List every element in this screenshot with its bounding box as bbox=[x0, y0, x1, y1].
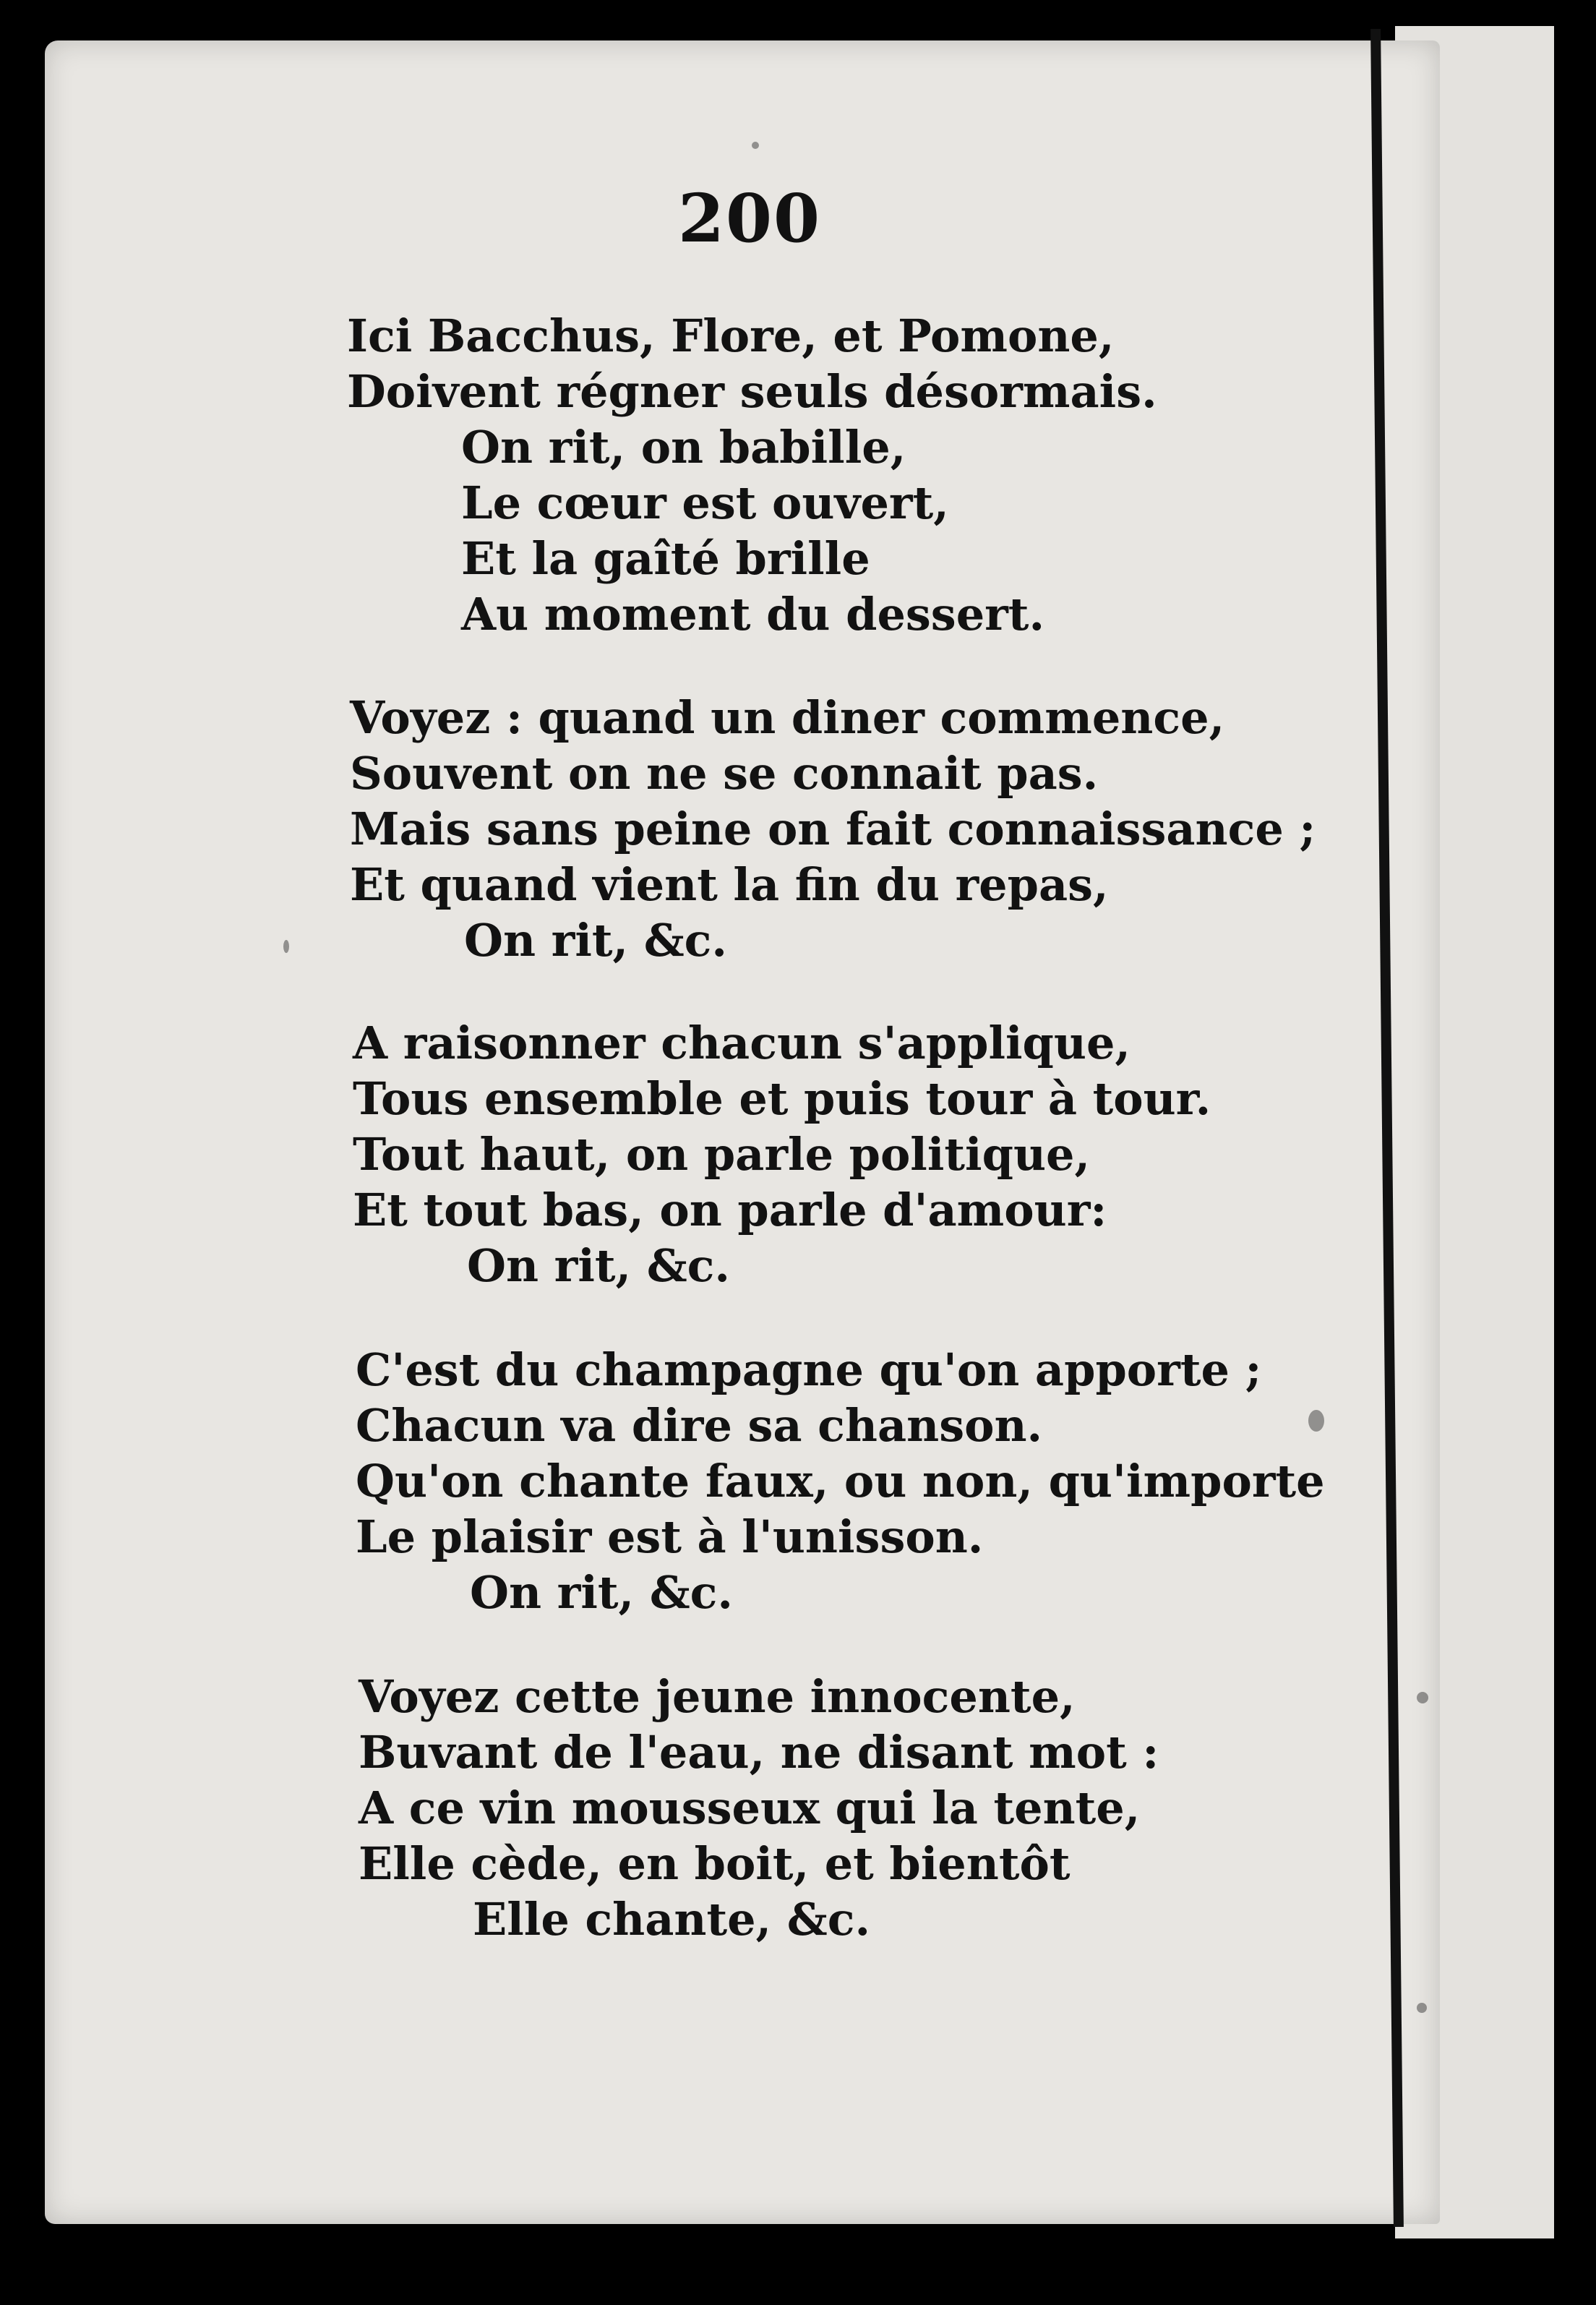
verse-line: On rit, &c. bbox=[464, 914, 728, 967]
verse-line: Elle chante, &c. bbox=[473, 1893, 871, 1946]
verse-line: Souvent on ne se connait pas. bbox=[350, 747, 1099, 800]
scan-border bbox=[1554, 26, 1596, 2238]
verse-line: Et quand vient la fin du repas, bbox=[350, 858, 1109, 911]
verse-line: Chacun va dire sa chanson. bbox=[356, 1399, 1043, 1452]
verse-line: Mais sans peine on fait connaissance ; bbox=[350, 803, 1316, 855]
verse-line: Voyez : quand un diner commence, bbox=[350, 691, 1225, 744]
ink-speck bbox=[1417, 2003, 1427, 2013]
verse-line: Le cœur est ouvert, bbox=[461, 476, 949, 529]
verse-line: On rit, &c. bbox=[470, 1566, 734, 1619]
verse-line: C'est du champagne qu'on apporte ; bbox=[356, 1343, 1262, 1396]
verse-line: Buvant de l'eau, ne disant mot : bbox=[359, 1726, 1159, 1779]
verse-line: Tout haut, on parle politique, bbox=[353, 1128, 1091, 1181]
ink-speck bbox=[283, 940, 289, 953]
verse-line: Au moment du dessert. bbox=[461, 588, 1045, 641]
verse-line: Et la gaîté brille bbox=[461, 532, 870, 585]
page-number: 200 bbox=[678, 179, 822, 257]
verse-line: Elle cède, en boit, et bientôt bbox=[359, 1837, 1071, 1890]
verse-line: On rit, on babille, bbox=[461, 421, 906, 474]
ink-speck bbox=[1417, 1692, 1428, 1703]
verse-line: Ici Bacchus, Flore, et Pomone, bbox=[347, 309, 1115, 362]
verse-line: A ce vin mousseux qui la tente, bbox=[359, 1782, 1141, 1834]
verse-line: On rit, &c. bbox=[467, 1239, 731, 1292]
verse-line: Qu'on chante faux, ou non, qu'importe bbox=[356, 1455, 1325, 1508]
ink-speck bbox=[752, 142, 759, 149]
verse-line: A raisonner chacun s'applique, bbox=[353, 1017, 1131, 1069]
verse-line: Le plaisir est à l'unisson. bbox=[356, 1510, 984, 1563]
ink-speck bbox=[1308, 1410, 1324, 1432]
verse-line: Tous ensemble et puis tour à tour. bbox=[353, 1072, 1211, 1125]
verse-line: Voyez cette jeune innocente, bbox=[359, 1670, 1076, 1723]
verse-line: Et tout bas, on parle d'amour: bbox=[353, 1184, 1107, 1236]
verse-line: Doivent régner seuls désormais. bbox=[347, 365, 1157, 418]
